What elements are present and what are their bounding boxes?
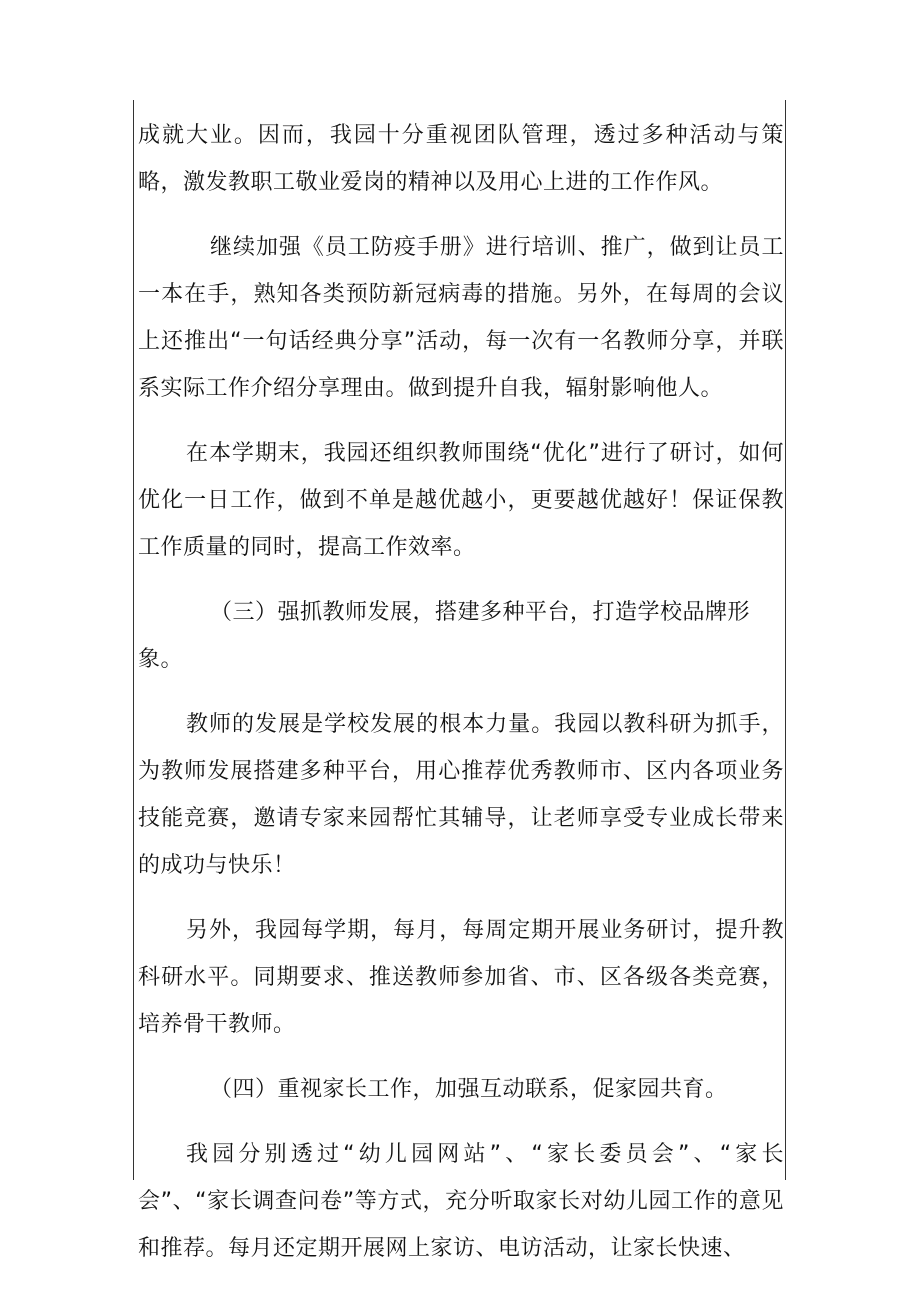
section-heading-4: （四）重视家长工作，加强互动联系，促家园共育。	[210, 1077, 728, 1102]
paragraph-teacher-development: 教师的发展是学校发展的根本力量。我园以教科研为抓手，为教师发展搭建多种平台，用心推荐优秀教师市、区内各项业务技能竞赛，邀请专家来园帮忙其辅导，让老师享受专业成长带来的成功与快乐！	[138, 712, 784, 878]
paragraph-parent-work: 我园分别透过“幼儿园网站”、“家长委员会”、“家长会”、“家长调查问卷”等方式，充分听取家长对幼儿园工作的意见和推荐。每月还定期开展网上家访、电访活动，让家长快速、	[138, 1142, 784, 1261]
document-body	[138, 112, 784, 1290]
paragraph-team-management: 成就大业。因而，我园十分重视团队管理，透过多种活动与策略，激发教职工敬业爱岗的精神以及用心上进的工作作风。	[138, 123, 784, 195]
paragraph-optimization-seminar: 在本学期末，我园还组织教师围绕“优化”进行了研讨，如何优化一日工作，做到不单是越优越小，更要越优越好！保证保教工作质量的同时，提高工作效率。	[138, 441, 784, 560]
paragraph-epidemic-handbook: 继续加强《员工防疫手册》进行培训、推广，做到让员工一本在手，熟知各类预防新冠病毒的措施。另外，在每周的会议上还推出“一句话经典分享”活动，每一次有一名教师分享，并联系实际工作介绍分享理由。做到提升自我，辐射影响他人。	[138, 235, 784, 401]
paragraph-research-competitions: 另外，我园每学期，每月，每周定期开展业务研讨，提升教科研水平。同期要求、推送教师参加省、市、区各级各类竞赛，培养骨干教师。	[138, 918, 784, 1037]
section-heading-3: （三）强抓教师发展，搭建多种平台，打造学校品牌形象。	[138, 600, 751, 672]
